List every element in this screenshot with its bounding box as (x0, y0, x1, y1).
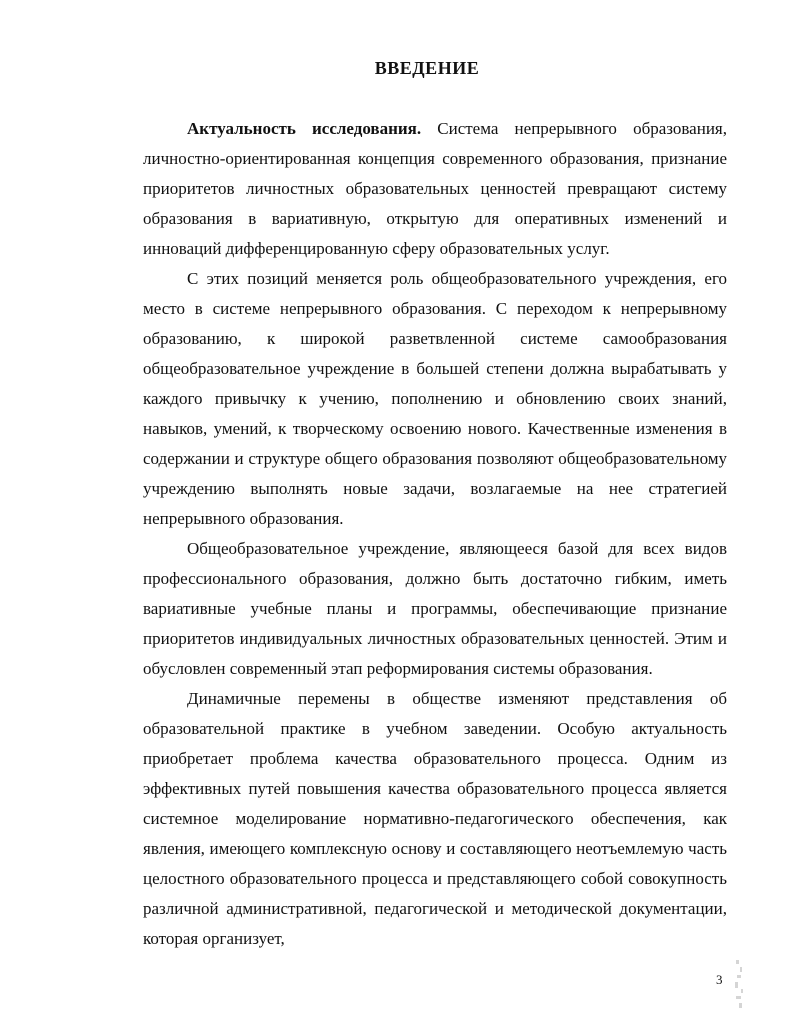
paragraph-role: С этих позиций меняется роль общеобразовательного учреждения, его место в системе непрерывного образования. С переходом к непрерывному образованию, к широкой разветвленной системе самообразования общеобразовательное учреждение в большей степени должна вырабатывать у каждого привычку к учению, пополнению и обновлению своих знаний, навыков, умений, к творческому освоению нового. Качественные изменения в содержании и структуре общего образования позволяют общеобразовательному учреждению выполнять новые задачи, возлагаемые на нее стратегией непрерывного образования. (143, 269, 727, 528)
page-number: 3 (716, 972, 723, 987)
paragraph-relevance (143, 114, 727, 264)
paragraph-text: Система непрерывного образования, личностно-ориентированная концепция современного образования, признание приоритетов личностных образовательных ценностей превращают систему образования в вариативную, открытую для оперативных изменений и инноваций дифференцированную сферу образовательных услуг. (143, 119, 727, 258)
section-heading: ВВЕДЕНИЕ (374, 58, 480, 78)
paragraph-institution: Общеобразовательное учреждение, являющееся базой для всех видов профессионального образования, должно быть достаточно гибким, иметь вариативные учебные планы и программы, обеспечивающие признание приоритетов индивидуальных личностных образовательных ценностей. Этим и обусловлен современный этап реформирования системы образования. (143, 539, 727, 678)
body-text (143, 114, 727, 954)
paragraph-lead: Актуальность исследования. (187, 119, 422, 138)
paragraph-dynamics: Динамичные перемены в обществе изменяют представления об образовательной практике в учебном заведении. Особую актуальность приобретает проблема качества образовательного процесса. Одним из эффективных путей повышения качества образовательного процесса является системное моделирование нормативно-педагогического обеспечения, как явления, имеющего комплексную основу и составляющего неотъемлемую часть целостного образовательного процесса и представляющего собой совокупность различной административной, педагогической и методической документации, которая организует, (143, 689, 727, 948)
scan-margin-mark (733, 958, 747, 1014)
